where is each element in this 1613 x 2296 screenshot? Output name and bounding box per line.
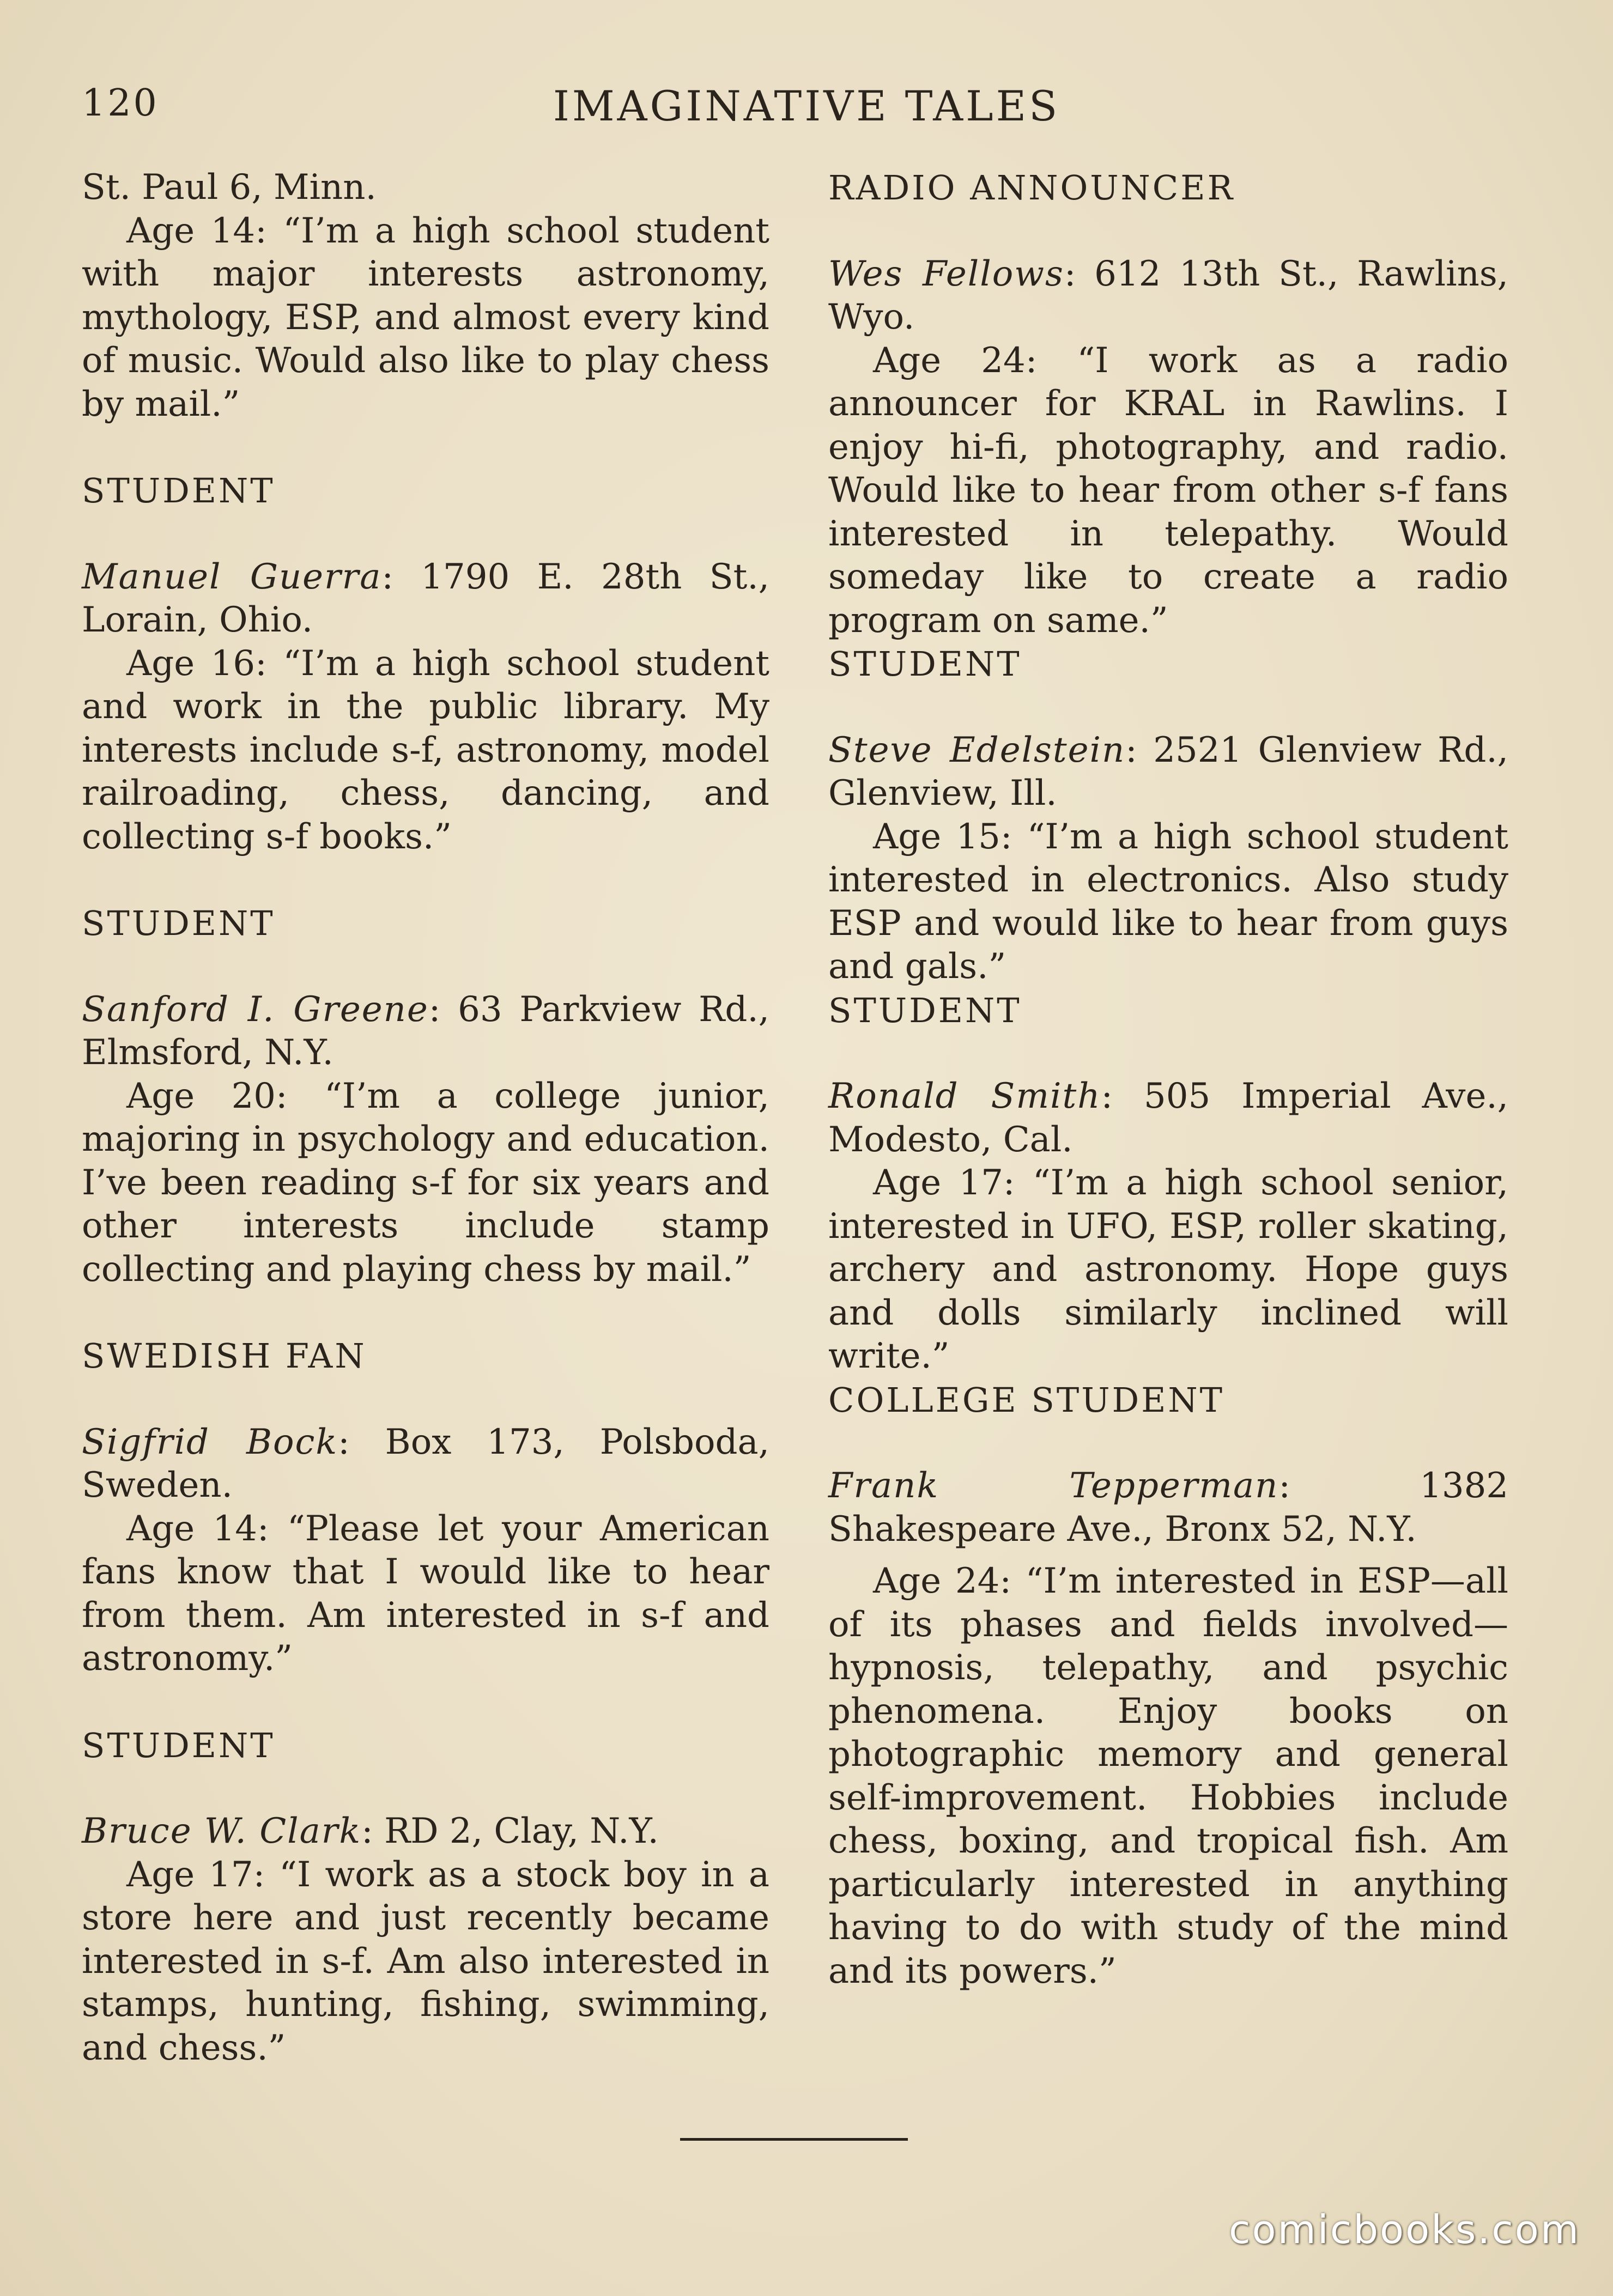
entry-name: Frank Tepperman	[828, 1466, 1279, 1506]
entry-address: : 63 Parkview Rd., Elmsford, N.Y.	[82, 989, 770, 1073]
entry-bio: Age 16: “I’m a high school student and work in the public library. My interests include s-f, astronomy, model railroading, chess, dancing, and collecting s-f books.”	[82, 643, 769, 857]
continued-address: St. Paul 6, Minn.	[82, 167, 377, 208]
running-head-title: IMAGINATIVE TALES	[553, 82, 1060, 130]
entry-bruce-clark	[82, 1724, 769, 2070]
entry-name: Bruce W. Clark	[82, 1811, 362, 1851]
entry-bio: Age 24: “I work as a radio announcer for KRAL in Rawlins. I enjoy hi-fi, photography, and radio. Would like to hear from other s-f fans interested in telepathy. Would someday like to create a radio program on same.”	[828, 340, 1508, 641]
continued-bio: Age 14: “I’m a high school student with major interests astronomy, mythology, ESP, and almost every kind of music. Would also like to play chess by mail.”	[82, 210, 769, 424]
entry-name: Steve Edelstein	[828, 730, 1126, 770]
entry-heading: STUDENT	[82, 1725, 275, 1765]
entry-heading: STUDENT	[82, 903, 275, 943]
entry-address-line	[828, 729, 1508, 816]
entry-manuel-guerra	[82, 469, 769, 859]
entry-address: : 1382 Shakespeare Ave., Bronx 52, N.Y.	[828, 1466, 1508, 1550]
entry-bio: Age 17: “I’m a high school senior, interested in UFO, ESP, roller skating, archery and astronomy. Hope guys and dolls similarly inclined will write.”	[828, 1163, 1508, 1376]
entry-wes-fellows	[828, 166, 1508, 642]
entry-address: : 505 Imperial Ave., Modesto, Cal.	[828, 1076, 1509, 1160]
left-column	[82, 166, 769, 2070]
watermark-text: comicbooks.com	[1228, 2207, 1580, 2252]
entry-bio: Age 15: “I’m a high school student interested in electronics. Also study ESP and would like to hear from guys and gals.”	[828, 816, 1508, 987]
entry-address: : RD 2, Clay, N.Y.	[361, 1811, 659, 1851]
entry-address-line	[82, 1421, 769, 1508]
entry-name: Sanford I. Greene	[82, 989, 429, 1030]
entry-heading: STUDENT	[828, 990, 1022, 1030]
entry-address: : 1790 E. 28th St., Lorain, Ohio.	[82, 556, 770, 640]
end-rule	[680, 2138, 908, 2141]
page-number: 120	[82, 82, 159, 125]
entry-name: Wes Fellows	[828, 253, 1064, 294]
entry-heading: STUDENT	[828, 644, 1022, 684]
entry-bio: Age 20: “I’m a college junior, majoring in psychology and education. I’ve been reading s-f for six years and other interests include stamp collecting and playing chess by mail.”	[82, 1076, 769, 1290]
entry-name: Ronald Smith	[828, 1076, 1101, 1116]
entry-sanford-greene	[82, 902, 769, 1291]
entry-address: : Box 173, Polsboda, Sweden.	[82, 1422, 769, 1505]
entry-heading: SWEDISH FAN	[82, 1336, 367, 1376]
entry-address: : 2521 Glenview Rd., Glenview, Ill.	[828, 730, 1508, 813]
entry-bio: Age 17: “I work as a stock boy in a store here and just recently became interested in s-f. Am also interested in stamps, hunting, fishing, swimming, and chess.”	[82, 1854, 769, 2068]
entry-address-line	[828, 1465, 1508, 1551]
entry-bio: Age 24: “I’m interested in ESP—all of its phases and fields involved—hypnosis, telepathy, and psychic phenomena. Enjoy books on photographic memory and general self-improvement. Hobbies include chess, boxing, and tropical fish. Am particularly interested in anything having to do with study of the mind and its powers.”	[828, 1561, 1508, 1991]
spacer	[828, 1551, 1508, 1560]
entry-address-line	[82, 1810, 769, 1854]
entry-address-line	[828, 253, 1508, 339]
entry-heading: STUDENT	[82, 471, 275, 511]
entry-name: Manuel Guerra	[82, 556, 382, 597]
entry-frank-tepperman	[828, 1378, 1508, 1994]
entry-address-line	[82, 988, 769, 1075]
entry-heading: RADIO ANNOUNCER	[828, 168, 1235, 208]
entry-ronald-smith	[828, 989, 1508, 1378]
entry-address-line	[828, 1075, 1508, 1162]
entry-heading: COLLEGE STUDENT	[828, 1380, 1225, 1420]
entry-address: : 612 13th St., Rawlins, Wyo.	[828, 253, 1509, 337]
entry-bio: Age 14: “Please let your American fans know that I would like to hear from them. Am interested in s-f and astronomy.”	[82, 1508, 769, 1679]
entry-name: Sigfrid Bock	[82, 1422, 338, 1462]
entry-sigfrid-bock	[82, 1334, 769, 1681]
right-column	[828, 166, 1508, 1993]
entry-address-line	[82, 556, 769, 642]
entry-steve-edelstein	[828, 642, 1508, 989]
